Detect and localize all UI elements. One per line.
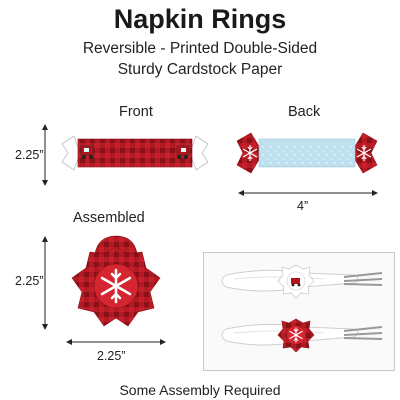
back-label: Back [288,104,321,120]
front-label: Front [119,104,153,120]
assembled-ring [64,232,168,332]
assembled-height-dimension: 2.25” [15,274,44,288]
napkin-top [222,265,382,298]
subtitle-line-2: Sturdy Cardstock Paper [117,61,283,78]
assembled-height-arrow [40,236,50,330]
page-title: Napkin Rings [113,4,287,34]
back-width-arrow [238,188,378,198]
front-strip [60,128,210,178]
subtitle-line-1: Reversible - Printed Double-Sided [82,40,318,57]
assembly-note: Some Assembly Required [119,382,281,398]
assembled-width-dimension: 2.25” [97,349,126,363]
front-height-dimension: 2.25” [15,148,44,162]
back-strip [237,128,377,178]
front-height-arrow [40,124,50,186]
napkin-bottom [222,319,382,352]
assembled-width-arrow [66,337,166,347]
back-width-dimension: 4” [297,199,309,213]
assembled-label: Assembled [73,210,145,226]
napkin-photo [203,252,395,371]
